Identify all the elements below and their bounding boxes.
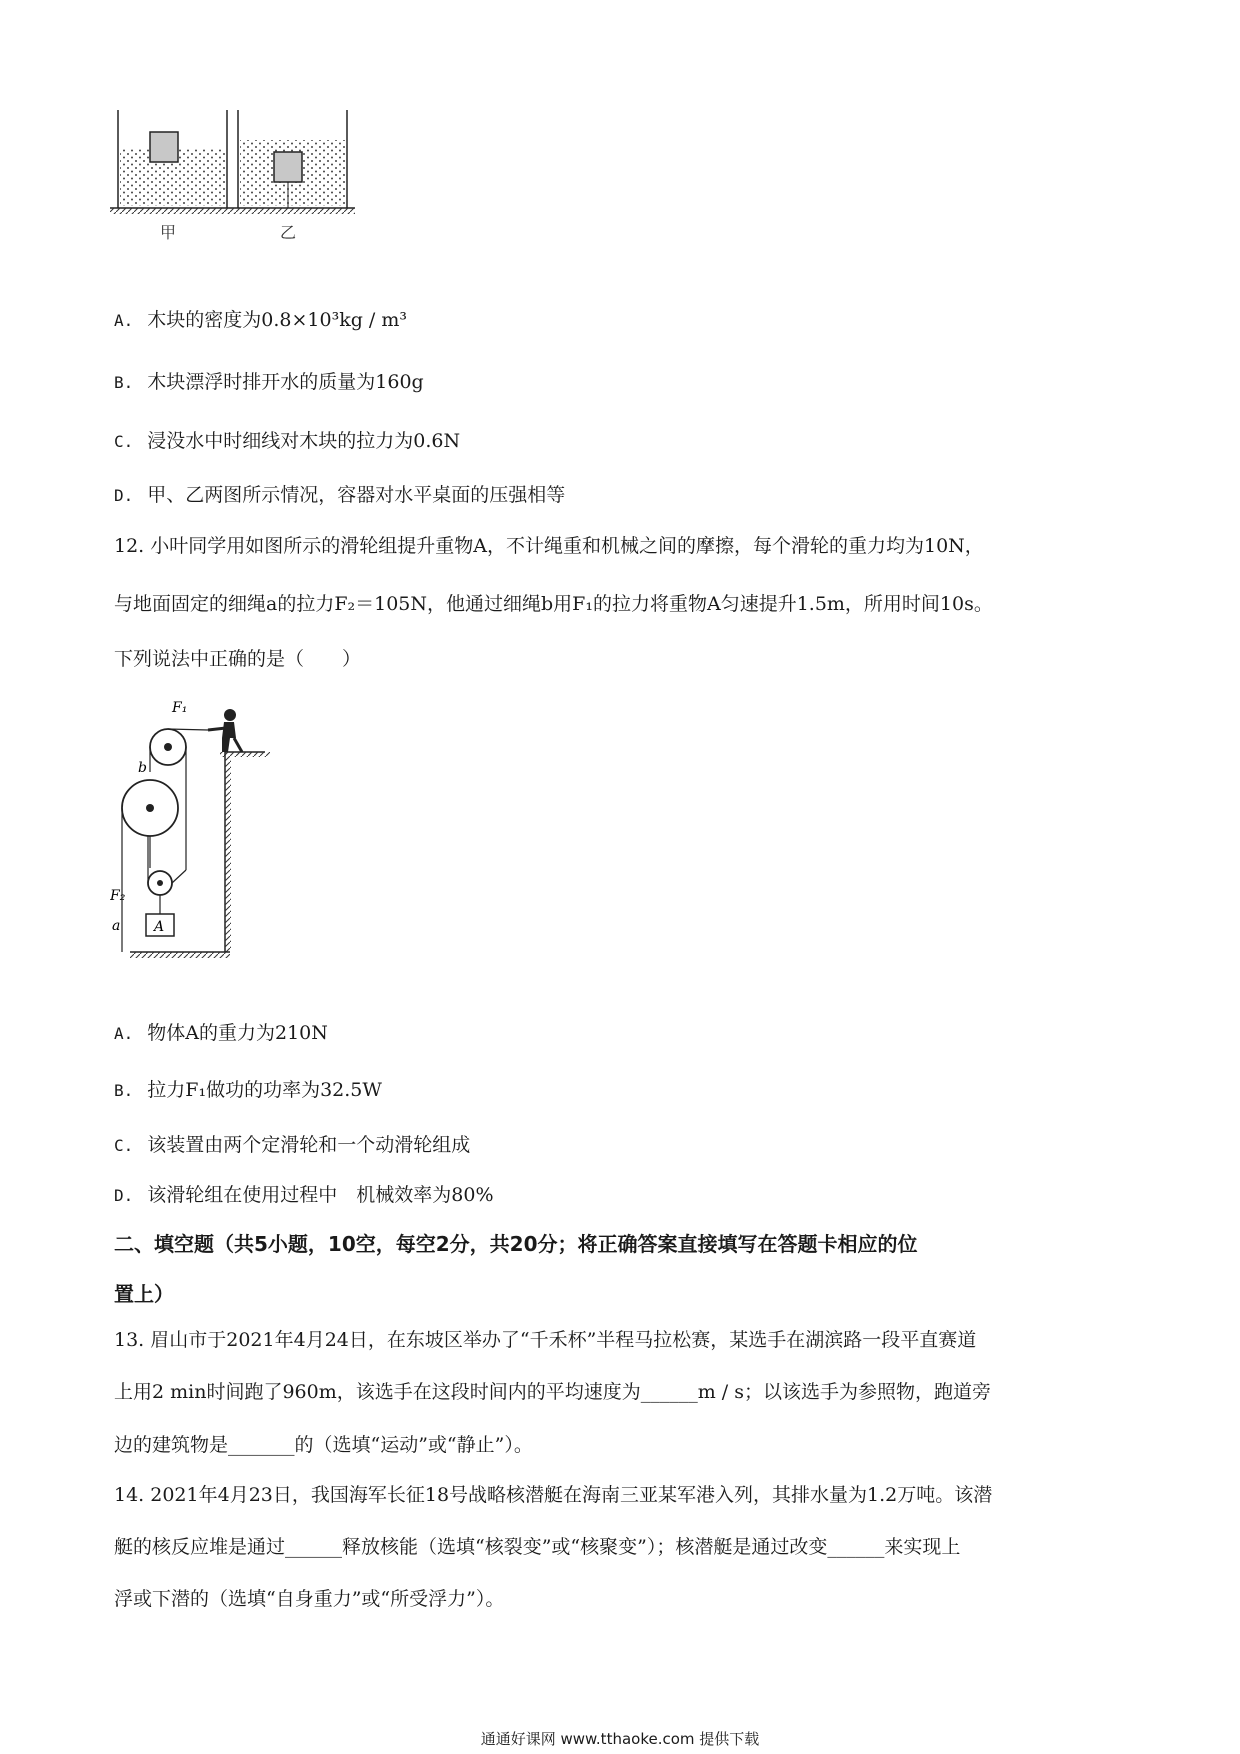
svg-text:A: A [154, 919, 165, 935]
q11-option-c: C. 浸没水中时细线对木块的拉力为0.6N [114, 430, 461, 452]
label-f2: F₂ [110, 888, 126, 904]
label-a: a [112, 918, 121, 934]
q11-option-d: D. 甲、乙两图所示情况，容器对水平桌面的压强相等 [114, 484, 566, 506]
pulley-figure [110, 690, 290, 960]
q12-option-d: D. 该滑轮组在使用过程中 机械效率为80% [114, 1184, 494, 1206]
container-figure [110, 110, 410, 270]
q14-line2: 艇的核反应堆是通过______释放核能（选填“核裂变”或“核聚变”）；核潜艇是通过改变______来实现上 [114, 1536, 961, 1558]
label-b: b [138, 760, 147, 776]
q14-line3: 浮或下潜的（选填“自身重力”或“所受浮力”）。 [114, 1588, 505, 1610]
label-jia: 甲 [160, 223, 177, 242]
q14-line1: 14. 2021年4月23日，我国海军长征18号战略核潜艇在海南三亚某军港入列，其排水量为1.2万吨。该潜 [114, 1484, 993, 1506]
q12-option-c: C. 该装置由两个定滑轮和一个动滑轮组成 [114, 1134, 471, 1156]
man-icon [208, 709, 242, 752]
q12-stem-line2: 与地面固定的细绳a的拉力F₂＝105N，他通过细绳b用F₁的拉力将重物A匀速提升1.5m，所用时间10s。 [114, 593, 993, 615]
q12-stem-line1: 12. 小叶同学用如图所示的滑轮组提升重物A，不计绳重和机械之间的摩擦，每个滑轮的重力均为10N， [114, 535, 984, 557]
q13-line3: 边的建筑物是_______的（选填“运动”或“静止”）。 [114, 1434, 533, 1456]
label-yi: 乙 [280, 223, 297, 242]
q12-option-b: B. 拉力F₁做功的功率为32.5W [114, 1079, 382, 1101]
q13-line1: 13. 眉山市于2021年4月24日，在东坡区举办了“千禾杯”半程马拉松赛，某选手在湖滨路一段平直赛道 [114, 1329, 977, 1351]
q11-option-a: A. 木块的密度为0.8×10³kg / m³ [114, 309, 407, 331]
q12-option-a: A. 物体A的重力为210N [114, 1022, 328, 1044]
q11-option-b: B. 木块漂浮时排开水的质量为160g [114, 371, 424, 393]
section-heading-line2: 置上） [114, 1282, 174, 1306]
footer-credit: 通通好课网 www.tthaoke.com 提供下载 [480, 1730, 760, 1748]
q13-line2: 上用2 min时间跑了960m，该选手在这段时间内的平均速度为______m / s；以该选手为参照物，跑道旁 [114, 1381, 991, 1403]
q12-stem-line3: 下列说法中正确的是（ ） [114, 648, 362, 670]
label-f1: F₁ [172, 700, 188, 716]
section-heading-line1: 二、填空题（共5小题，10空，每空2分，共20分；将正确答案直接填写在答题卡相应的位 [114, 1232, 918, 1256]
block-submerged [274, 152, 302, 182]
block-floating [150, 132, 178, 162]
